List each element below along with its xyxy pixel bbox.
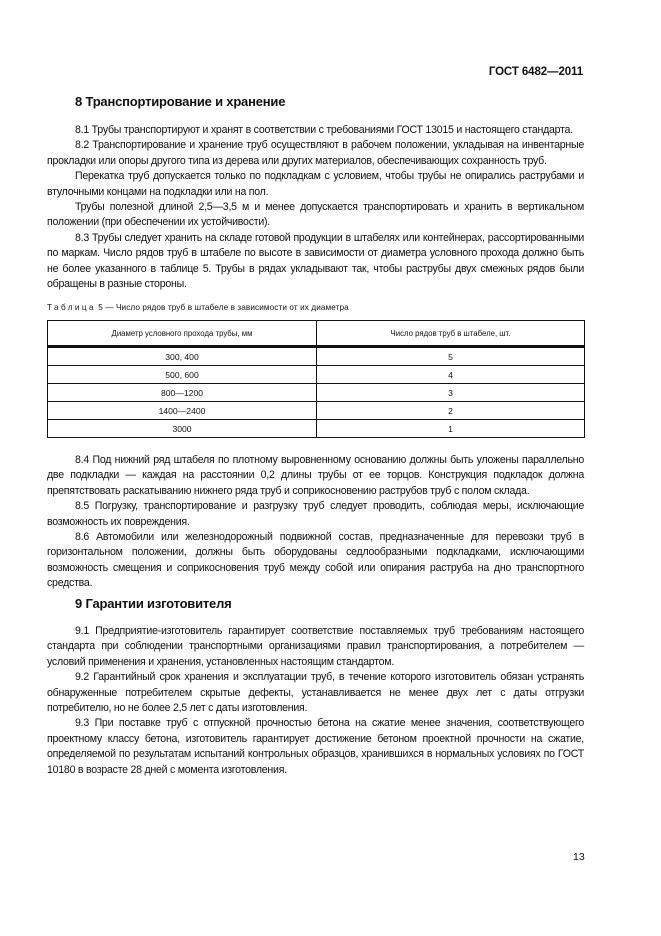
cell-diameter: 300, 400 bbox=[48, 347, 317, 366]
cell-rows: 3 bbox=[317, 384, 585, 402]
paragraph-8-4: 8.4 Под нижний ряд штабеля по плотному выровненному основанию должны быть уложены параллельно две подкладки — каждая на расстоянии 0,2 длины трубы от ее торцов. Конструкция подкладок должна препятствовать раскатыванию нижнего ряда труб и соприкосновению раструбов труб с полом склада. bbox=[47, 454, 584, 497]
column-header-rows: Число рядов труб в штабеле, шт. bbox=[317, 321, 585, 347]
section-8-title: 8 Транспортирование и хранение bbox=[75, 94, 286, 109]
section-9-title: 9 Гарантии изготовителя bbox=[75, 596, 232, 611]
table-header-row bbox=[48, 321, 585, 347]
table-row bbox=[48, 366, 585, 384]
cell-rows: 1 bbox=[317, 420, 585, 438]
cell-diameter: 1400—2400 bbox=[48, 402, 317, 420]
cell-rows: 5 bbox=[317, 347, 585, 366]
table-row bbox=[48, 384, 585, 402]
table-row bbox=[48, 420, 585, 438]
page-number: 13 bbox=[573, 851, 585, 863]
paragraph-8-2-rolling: Перекатка труб допускается только по подкладкам с условием, чтобы трубы не опирались раструбами и втулочными концами на подкладки или на пол. bbox=[47, 170, 584, 198]
table-row bbox=[48, 347, 585, 366]
section-9-body bbox=[47, 624, 584, 778]
cell-diameter: 800—1200 bbox=[48, 384, 317, 402]
paragraph-8-2-vertical: Трубы полезной длиной 2,5—3,5 м и менее допускается транспортировать и хранить в вертикальном положении (при обеспечении их устойчивости). bbox=[47, 201, 584, 229]
table-5-caption bbox=[47, 303, 349, 312]
paragraph-9-3: 9.3 При поставке труб с отпускной прочностью бетона на сжатие менее значения, соответствующего проектному классу бетона, изготовитель гарантирует достижение бетоном проектной прочности на сжатие, определяемой по результатам испытаний контрольных образцов, хранившихся в нормальных условиях по ГОСТ 10180 в возрасте 28 дней с момента изготовления. bbox=[47, 717, 584, 776]
cell-rows: 2 bbox=[317, 402, 585, 420]
paragraph-8-5: 8.5 Погрузку, транспортирование и разгрузку труб следует проводить, соблюдая меры, исключающие возможность их повреждения. bbox=[47, 500, 584, 528]
document-id-header: ГОСТ 6482—2011 bbox=[488, 66, 583, 78]
paragraph-8-2: 8.2 Транспортирование и хранение труб осуществляют в рабочем положении, укладывая на инвентарные прокладки или опоры другого типа из дерева или других материалов, обеспечивающих сохранность труб. bbox=[47, 139, 584, 167]
paragraph-8-6: 8.6 Автомобили или железнодорожный подвижной состав, предназначенные для перевозки труб в горизонтальном положении, должны быть оборудованы седлообразными подкладками, исключающими возможность смещения и соприкосновения труб между собой или опирания раструба на дно транспортного средства. bbox=[47, 531, 584, 590]
paragraph-9-1: 9.1 Предприятие-изготовитель гарантирует соответствие поставляемых труб требованиям настоящего стандарта при соблюдении транспортными организациями правил транспортирования, а потребителем — условий применения и хранения, установленных настоящим стандартом. bbox=[47, 625, 584, 668]
section-8-body-continued bbox=[47, 453, 584, 592]
table-5 bbox=[47, 320, 585, 438]
table-caption-label: Таблица bbox=[47, 303, 96, 312]
paragraph-9-2: 9.2 Гарантийный срок хранения и эксплуатации труб, в течение которого изготовитель обязан устранять обнаруженные потребителем скрытые дефекты, устанавливается не менее двух лет с даты отгрузки потребителю, но не более 2,5 лет с даты изготовления. bbox=[47, 671, 584, 715]
section-8-body bbox=[47, 123, 584, 292]
cell-rows: 4 bbox=[317, 366, 585, 384]
cell-diameter: 500, 600 bbox=[48, 366, 317, 384]
table-row bbox=[48, 402, 585, 420]
cell-diameter: 3000 bbox=[48, 420, 317, 438]
column-header-diameter: Диаметр условного прохода трубы, мм bbox=[48, 321, 317, 347]
paragraph-8-3: 8.3 Трубы следует хранить на складе готовой продукции в штабелях или контейнерах, рассортированными по маркам. Число рядов труб в штабеле по высоте в зависимости от диаметра условного прохода должно быть не более указанного в таблице 5. Трубы в рядах укладывают так, чтобы раструбы двух смежных рядов были обращены в разные стороны. bbox=[47, 231, 584, 291]
paragraph-8-1: 8.1 Трубы транспортируют и хранят в соответствии с требованиями ГОСТ 13015 и настоящего стандарта. bbox=[75, 124, 573, 136]
table-caption-text: 5 — Число рядов труб в штабеле в зависимости от их диаметра bbox=[95, 303, 349, 312]
